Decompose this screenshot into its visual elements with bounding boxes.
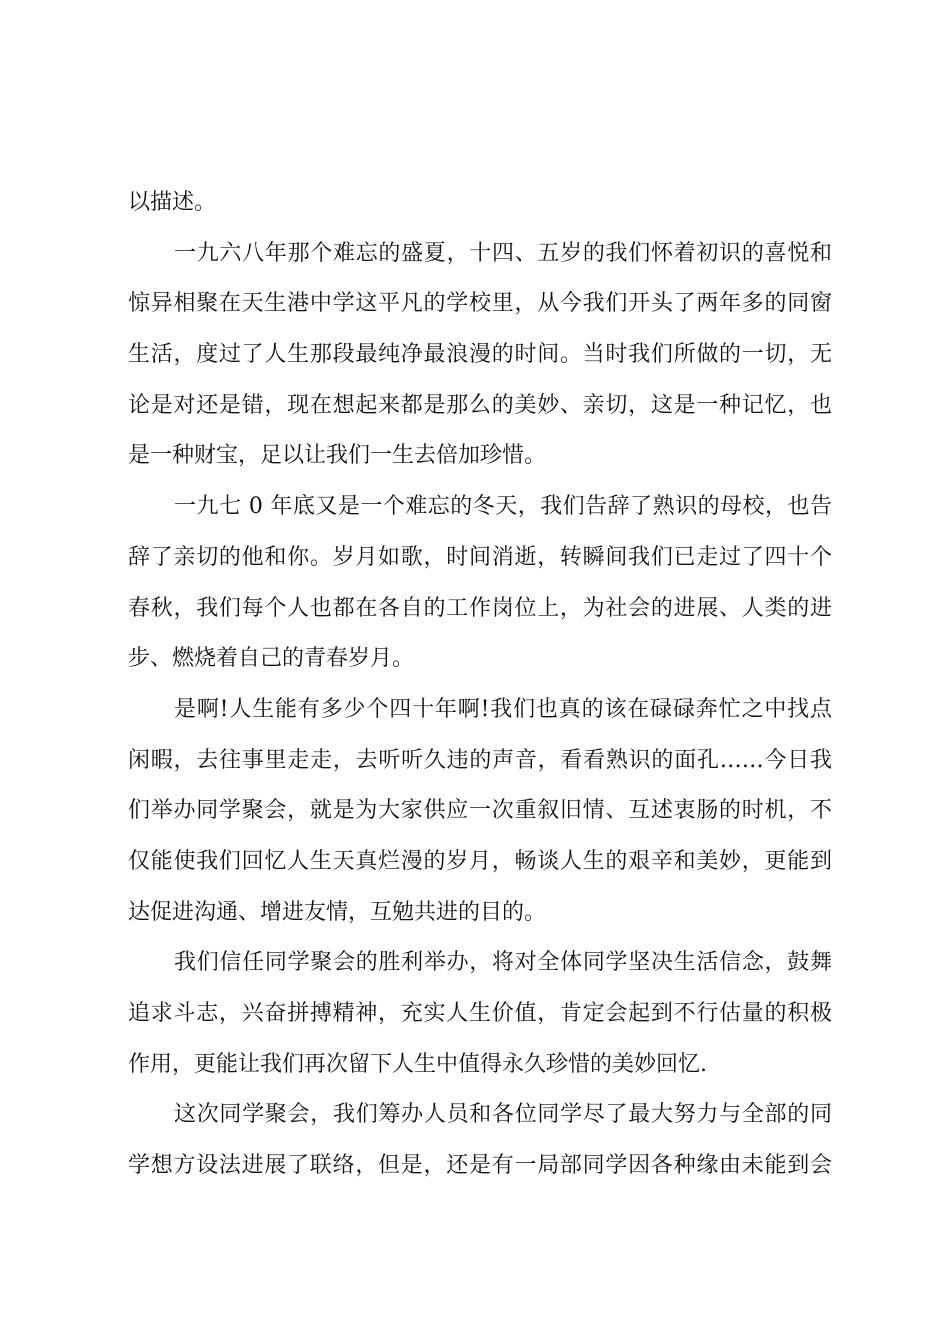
text-line: 是一种财宝，足以让我们一生去倍加珍惜。 <box>128 443 547 469</box>
text-line: 闲暇，去往事里走走，去听听久违的声音，看看熟识的面孔……今日我 <box>128 747 832 773</box>
paragraph-4 <box>128 693 832 946</box>
text-line: 这次同学聚会，我们筹办人员和各位同学尽了最大努力与全部的同 <box>174 1102 832 1128</box>
text-line: 学想方设法进展了联络，但是，还是有一局部同学因各种缘由未能到会 <box>128 1153 832 1179</box>
document-body <box>128 186 832 1200</box>
text-line: 春秋，我们每个人也都在各自的工作岗位上，为社会的进展、人类的进 <box>128 595 832 621</box>
text-line: 以描述。 <box>128 190 217 215</box>
text-line: 惊异相聚在天生港中学这平凡的学校里，从今我们开头了两年多的同窗 <box>128 291 832 317</box>
text-line: 生活，度过了人生那段最纯净最浪漫的时间。当时我们所做的一切，无 <box>128 342 832 368</box>
text-line: 达促进沟通、增进友情，互勉共进的目的。 <box>128 899 547 925</box>
text-line: 论是对还是错，现在想起来都是那么的美妙、亲切，这是一种记忆，也 <box>128 392 832 418</box>
text-line: 追求斗志，兴奋拼搏精神，充实人生价值，肯定会起到不行估量的积极 <box>128 1001 832 1026</box>
text-line: 们举办同学聚会，就是为大家供应一次重叙旧情、互述衷肠的时机，不 <box>128 798 832 824</box>
text-line: 作用，更能让我们再次留下人生中值得永久珍惜的美妙回忆. <box>128 1051 707 1077</box>
text-line: 一九七 0 年底又是一个难忘的冬天，我们告辞了熟识的母校，也告 <box>174 494 832 520</box>
paragraph-5 <box>128 946 832 1098</box>
paragraph-1 <box>128 186 832 237</box>
paragraph-6 <box>128 1098 832 1199</box>
text-line: 仅能使我们回忆人生天真烂漫的岁月，畅谈人生的艰辛和美妙，更能到 <box>128 848 832 874</box>
paragraph-2 <box>128 237 832 490</box>
text-line: 一九六八年那个难忘的盛夏，十四、五岁的我们怀着初识的喜悦和 <box>174 240 832 266</box>
paragraph-3 <box>128 490 832 693</box>
text-line: 是啊!人生能有多少个四十年啊!我们也真的该在碌碌奔忙之中找点 <box>174 696 832 722</box>
text-line: 我们信任同学聚会的胜利举办，将对全体同学坚决生活信念，鼓舞 <box>174 950 832 976</box>
text-line: 辞了亲切的他和你。岁月如歌，时间消逝，转瞬间我们已走过了四十个 <box>128 544 832 570</box>
text-line: 步、燃烧着自己的青春岁月。 <box>128 646 415 672</box>
